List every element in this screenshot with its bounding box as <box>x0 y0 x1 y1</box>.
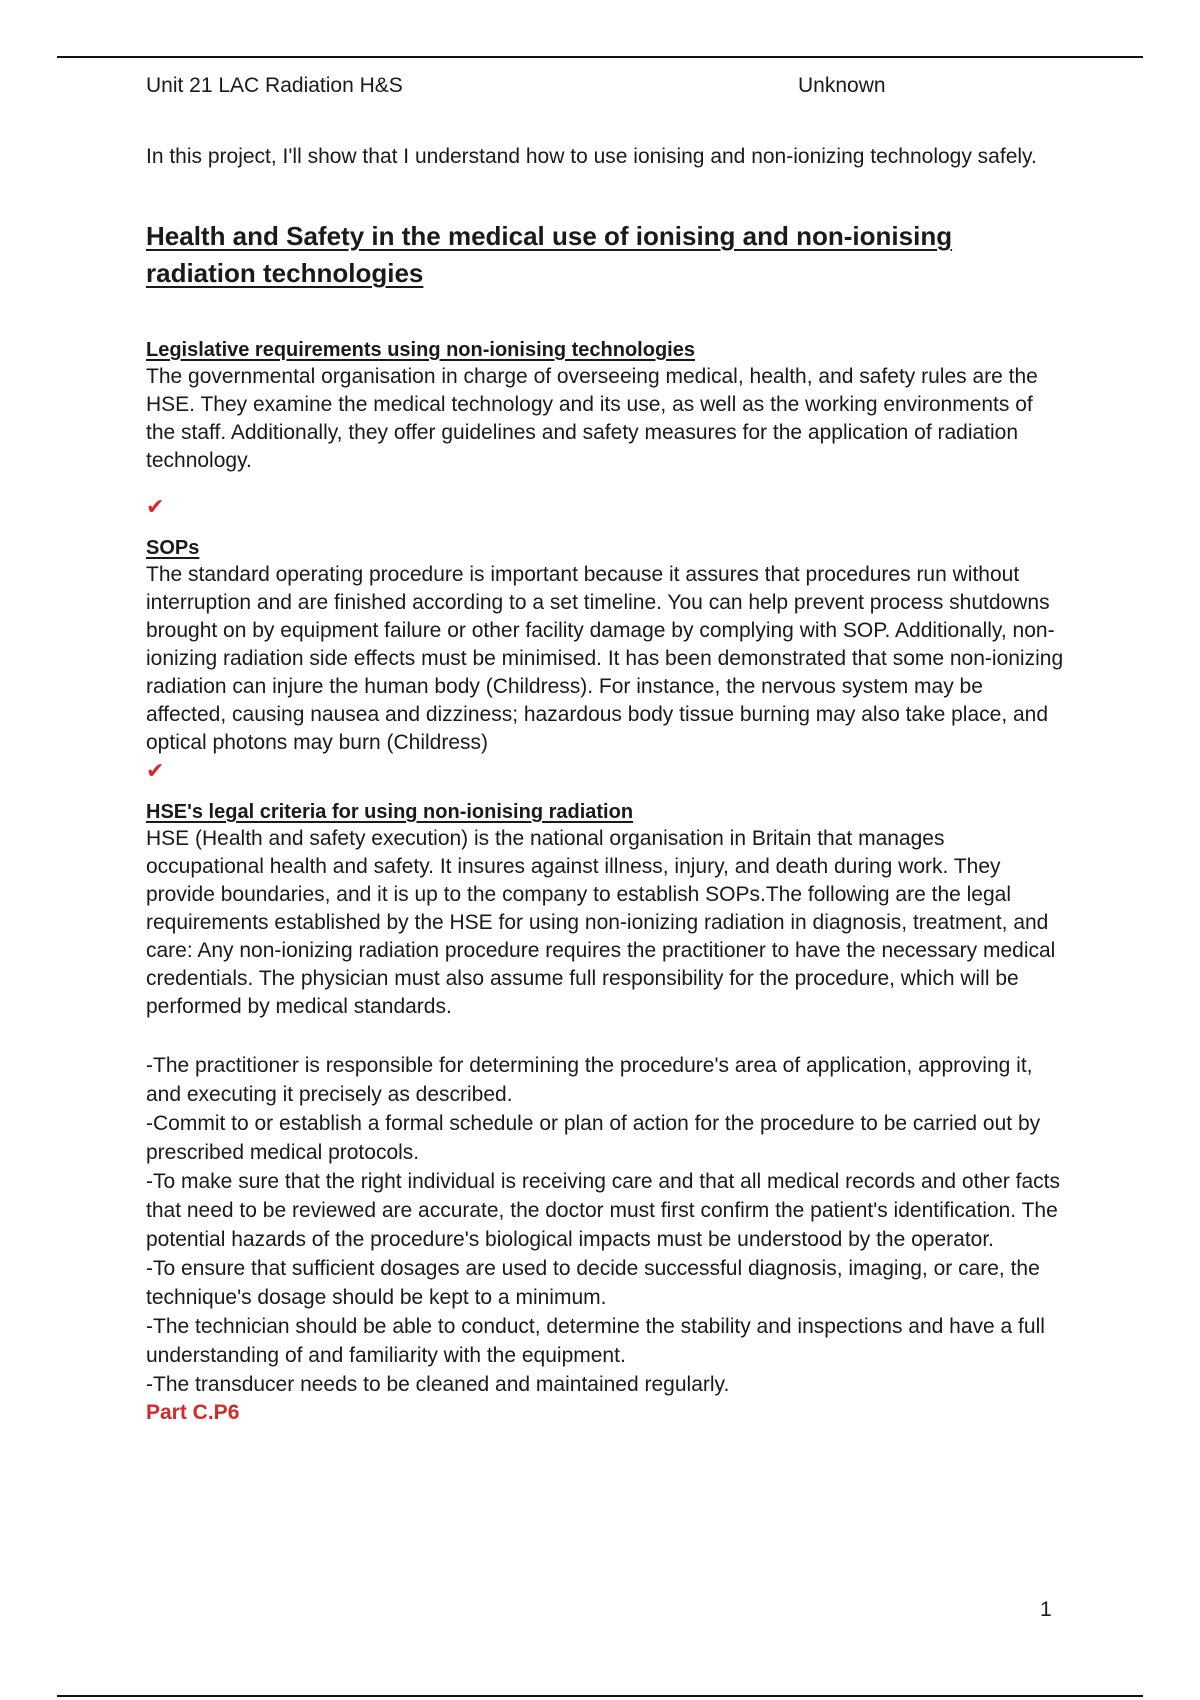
section-body-sops: The standard operating procedure is important because it assures that procedures run without interruption and are finished according to a set timeline. You can help prevent process shutdowns brought on by equipment failure or other facility damage by complying with SOP. Additionally, non-ionizing radiation side effects must be minimised. It has been demonstrated that some non-ionizing radiation can injure the human body (Childress). For instance, the nervous system may be affected, causing nausea and dizziness; hazardous body tissue burning may also take place, and optical photons may burn (Childress) <box>146 563 1064 754</box>
section-heading-hse-criteria: HSE's legal criteria for using non-ionising radiation <box>146 801 634 823</box>
header-author: Unknown <box>798 74 886 97</box>
list-item: -The practitioner is responsible for determining the procedure's area of application, approving it, and executing it precisely as described. <box>146 1054 1033 1106</box>
top-rule <box>57 56 1143 58</box>
page-header <box>146 70 1066 100</box>
bottom-rule <box>57 1695 1143 1697</box>
page-number: 1 <box>1040 1598 1052 1621</box>
document-title: Health and Safety in the medical use of ionising and non-ionising radiation technologies <box>146 221 953 288</box>
spacer <box>146 1021 1066 1051</box>
document-page <box>146 70 1066 1427</box>
list-item: -To ensure that sufficient dosages are used to decide successful diagnosis, imaging, or care, the technique's dosage should be kept to a minimum. <box>146 1257 1040 1309</box>
list-item: -To make sure that the right individual is receiving care and that all medical records and other facts that need to be reviewed are accurate, the doctor must first confirm the patient's identification. The potential hazards of the procedure's biological impacts must be understood by the operator. <box>146 1170 1060 1251</box>
part-label: Part C.P6 <box>146 1401 240 1424</box>
section-heading-legislative: Legislative requirements using non-ionising technologies <box>146 339 695 361</box>
header-title: Unit 21 LAC Radiation H&S <box>146 74 403 97</box>
checkmark-icon: ✔ <box>146 494 165 519</box>
section-body-hse-criteria: HSE (Health and safety execution) is the national organisation in Britain that manages occupational health and safety. It insures against illness, injury, and death during work. They provide boundaries, and it is up to the company to establish SOPs.The following are the legal requirements established by the HSE for using non-ionizing radiation in diagnosis, treatment, and care: Any non-ionizing radiation procedure requires the practitioner to have the necessary medical credentials. The physician must also assume full responsibility for the procedure, which will be performed by medical standards. <box>146 827 1056 1018</box>
intro-paragraph: In this project, I'll show that I understand how to use ionising and non-ionizing technology safely. <box>146 145 1037 168</box>
list-item: -Commit to or establish a formal schedule or plan of action for the procedure to be carried out by prescribed medical protocols. <box>146 1112 1041 1164</box>
checkmark-icon: ✔ <box>146 758 165 783</box>
section-heading-sops: SOPs <box>146 537 200 559</box>
list-item: -The transducer needs to be cleaned and maintained regularly. <box>146 1373 730 1396</box>
section-body-legislative: The governmental organisation in charge of overseeing medical, health, and safety rules are the HSE. They examine the medical technology and its use, as well as the working environments of the staff. Additionally, they offer guidelines and safety measures for the application of radiation technology. <box>146 365 1038 472</box>
list-item: -The technician should be able to conduct, determine the stability and inspections and have a full understanding of and familiarity with the equipment. <box>146 1315 1045 1367</box>
